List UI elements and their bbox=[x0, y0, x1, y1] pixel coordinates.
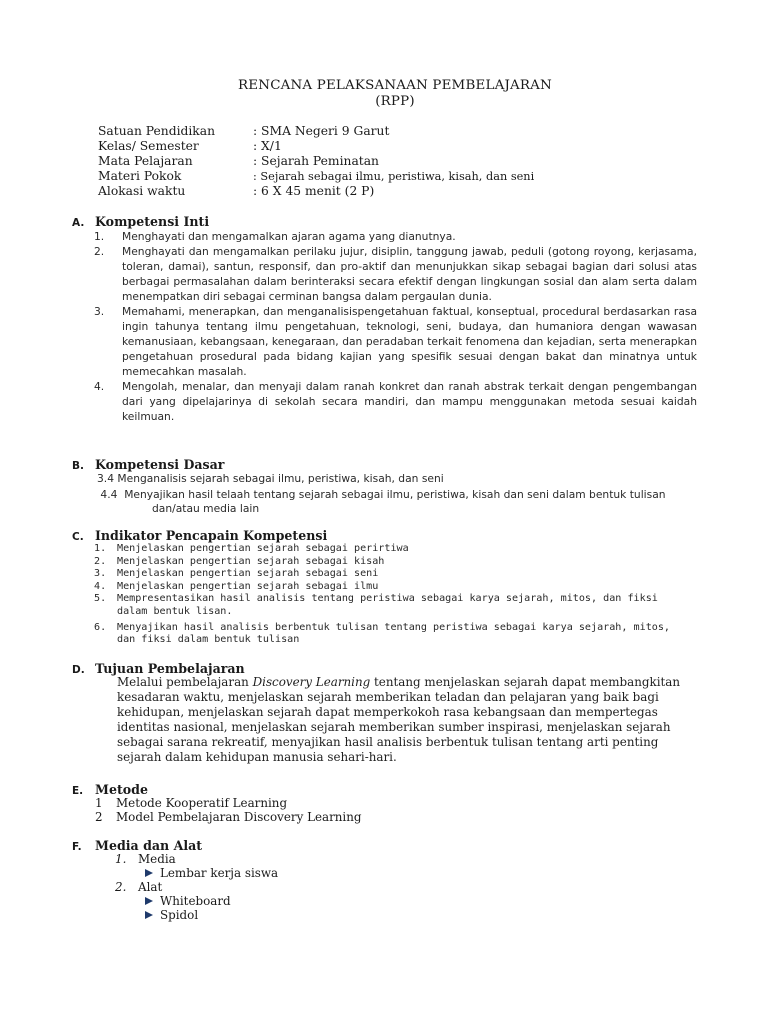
indikator-list bbox=[94, 543, 694, 647]
list-item bbox=[94, 244, 697, 304]
item-text: Spidol bbox=[160, 908, 199, 922]
item-number: 4. bbox=[94, 380, 105, 393]
tujuan-text-rest: tentang menjelaskan sejarah dapat membangkitan kesadaran waktu, menjelaskan sejarah memberikan teladan dan pelajaran yang baik bagi kehidupan, menjelaskan sejarah dapat memperkokoh rasa kebangsaan dan mempertegas identitas nasional, menjelaskan sejarah memberikan sumber inspirasi, menjelaskan sejarah sebagai sarana rekreatif, menyajikan hasil analisis berbentuk tulisan tentang arti penting sejarah dalam kehidupan manusia sehari-hari. bbox=[117, 675, 681, 764]
section-title: Metode bbox=[95, 782, 148, 797]
item-text: Menyajikan hasil analisis berbentuk tulisan tentang peristiwa sebagai karya sejarah, mitos, dan fiksi dalam bentuk tulisan bbox=[117, 621, 671, 646]
item-text: Metode Kooperatif Learning bbox=[116, 796, 288, 810]
item-text: Whiteboard bbox=[160, 894, 231, 908]
info-row-satuan bbox=[98, 124, 534, 139]
info-value: : 6 X 45 menit (2 P) bbox=[253, 184, 375, 198]
section-title: Tujuan Pembelajaran bbox=[95, 661, 245, 676]
list-item bbox=[94, 304, 697, 379]
kompetensi-inti-list bbox=[94, 229, 697, 424]
section-title: Indikator Pencapain Kompetensi bbox=[95, 528, 328, 543]
item-text: Menghayati dan mengamalkan perilaku jujur, disiplin, tanggung jawab, peduli (gotong royong, kerjasama, toleran, damai), santun, responsif, dan pro-aktif dan menunjukkan sikap sebagai bagian dari solusi atas berbagai permasalahan dalam berinteraksi secara efektif dengan lingkungan sosial dan alam serta dalam menempatkan diri sebagai cerminan bangsa dalam pergaulan dunia. bbox=[122, 245, 697, 303]
list-item bbox=[94, 379, 697, 424]
tujuan-text-start: Melalui pembelajaran bbox=[117, 675, 253, 689]
section-letter: F. bbox=[72, 841, 82, 853]
list-item bbox=[94, 581, 694, 594]
info-row-alokasi bbox=[98, 184, 534, 199]
item-text: Mempresentasikan hasil analisis tentang peristiwa sebagai karya sejarah, mitos, dan fiksi dalam bentuk lisan. bbox=[117, 593, 658, 617]
category-label: Alat bbox=[138, 880, 163, 894]
list-item bbox=[94, 568, 694, 581]
list-item bbox=[94, 229, 697, 244]
info-label: Materi Pokok bbox=[98, 169, 182, 183]
item-number: 1. bbox=[115, 852, 127, 866]
list-item bbox=[115, 866, 278, 880]
media-alat-list bbox=[115, 852, 278, 922]
list-item bbox=[94, 593, 694, 618]
section-letter: D. bbox=[72, 664, 85, 676]
list-item: 4.4 Menyajikan hasil telaah tentang sejarah sebagai ilmu, peristiwa, kisah dan seni dalam bentuk tulisan bbox=[97, 488, 666, 501]
document-subtitle: (RPP) bbox=[375, 94, 415, 109]
list-item bbox=[94, 543, 694, 556]
item-text: Menghayati dan mengamalkan ajaran agama yang dianutnya. bbox=[122, 230, 456, 243]
item-number: 2 bbox=[95, 810, 103, 824]
info-row-materi bbox=[98, 169, 534, 184]
info-label: Alokasi waktu bbox=[98, 184, 186, 198]
triangle-bullet-icon bbox=[145, 897, 153, 905]
info-value: : SMA Negeri 9 Garut bbox=[253, 124, 390, 138]
item-number: 1 bbox=[95, 796, 103, 810]
metode-list bbox=[95, 796, 362, 824]
list-item-continuation: dan/atau media lain bbox=[152, 502, 260, 515]
section-letter: C. bbox=[72, 531, 84, 543]
item-text: Menjelaskan pengertian sejarah sebagai kisah bbox=[117, 555, 385, 567]
list-item bbox=[94, 556, 694, 569]
section-letter: B. bbox=[72, 460, 84, 472]
list-item: 3.4 Menganalisis sejarah sebagai ilmu, peristiwa, kisah, dan seni bbox=[97, 472, 444, 485]
category-label: Media bbox=[138, 852, 176, 866]
identity-table bbox=[98, 124, 534, 199]
item-number: 5. bbox=[94, 593, 107, 605]
triangle-bullet-icon bbox=[145, 911, 153, 919]
document-title: RENCANA PELAKSANAAN PEMBELAJARAN bbox=[238, 78, 552, 93]
list-item bbox=[115, 894, 278, 908]
item-number: 4. bbox=[94, 580, 107, 592]
item-number: 1. bbox=[94, 543, 107, 554]
item-text: Menjelaskan pengertian sejarah sebagai ilmu bbox=[117, 580, 379, 592]
info-label: Mata Pelajaran bbox=[98, 154, 193, 168]
list-item bbox=[95, 810, 362, 824]
item-number: 6. bbox=[94, 621, 107, 633]
item-number: 2. bbox=[115, 880, 127, 894]
list-item bbox=[94, 622, 694, 647]
item-text: Lembar kerja siswa bbox=[160, 866, 279, 880]
list-item bbox=[115, 908, 278, 922]
info-row-mapel bbox=[98, 154, 534, 169]
section-letter: E. bbox=[72, 785, 84, 797]
alat-category bbox=[115, 880, 278, 894]
info-value: : Sejarah sebagai ilmu, peristiwa, kisah, dan seni bbox=[253, 170, 535, 183]
item-text: Memahami, menerapkan, dan menganalisispengetahuan faktual, konseptual, procedural berdasarkan rasa ingin tahunya tentang ilmu pengetahuan, teknologi, seni, budaya, dan humaniora dengan wawasan kemanusiaan, kebangsaan, kenegaraan, dan peradaban terkait fenomena dan kejadian, serta menerapkan pengetahuan prosedural pada bidang kajian yang spesifik sesuai dengan bakat dan minatnya untuk memecahkan masalah. bbox=[122, 305, 697, 378]
item-text: Menjelaskan pengertian sejarah sebagai perirtiwa bbox=[117, 543, 409, 554]
triangle-bullet-icon bbox=[145, 869, 153, 877]
info-row-kelas bbox=[98, 139, 534, 154]
item-text: Menjelaskan pengertian sejarah sebagai seni bbox=[117, 568, 379, 580]
item-text: Model Pembelajaran Discovery Learning bbox=[116, 810, 362, 824]
item-number: 3. bbox=[94, 305, 105, 318]
tujuan-model-name: Discovery Learning bbox=[252, 675, 371, 689]
info-value: : X/1 bbox=[253, 139, 282, 153]
item-number: 2. bbox=[94, 555, 107, 567]
section-title: Kompetensi Dasar bbox=[95, 457, 225, 472]
section-letter: A. bbox=[72, 217, 85, 229]
item-number: 1. bbox=[94, 230, 105, 243]
info-label: Satuan Pendidikan bbox=[98, 124, 216, 138]
tujuan-paragraph bbox=[117, 675, 699, 765]
info-label: Kelas/ Semester bbox=[98, 139, 199, 153]
item-number: 3. bbox=[94, 568, 107, 580]
info-value: : Sejarah Peminatan bbox=[253, 154, 379, 168]
kompetensi-dasar-list bbox=[97, 472, 666, 516]
list-item bbox=[95, 796, 362, 810]
media-category bbox=[115, 852, 278, 866]
item-text: Mengolah, menalar, dan menyaji dalam ranah konkret dan ranah abstrak terkait dengan pengembangan dari yang dipelajarinya di sekolah secara mandiri, dan mampu menggunakan metoda sesuai kaidah keilmuan. bbox=[122, 380, 697, 423]
item-number: 2. bbox=[94, 245, 105, 258]
section-title: Media dan Alat bbox=[95, 838, 203, 853]
section-title: Kompetensi Inti bbox=[95, 214, 210, 229]
